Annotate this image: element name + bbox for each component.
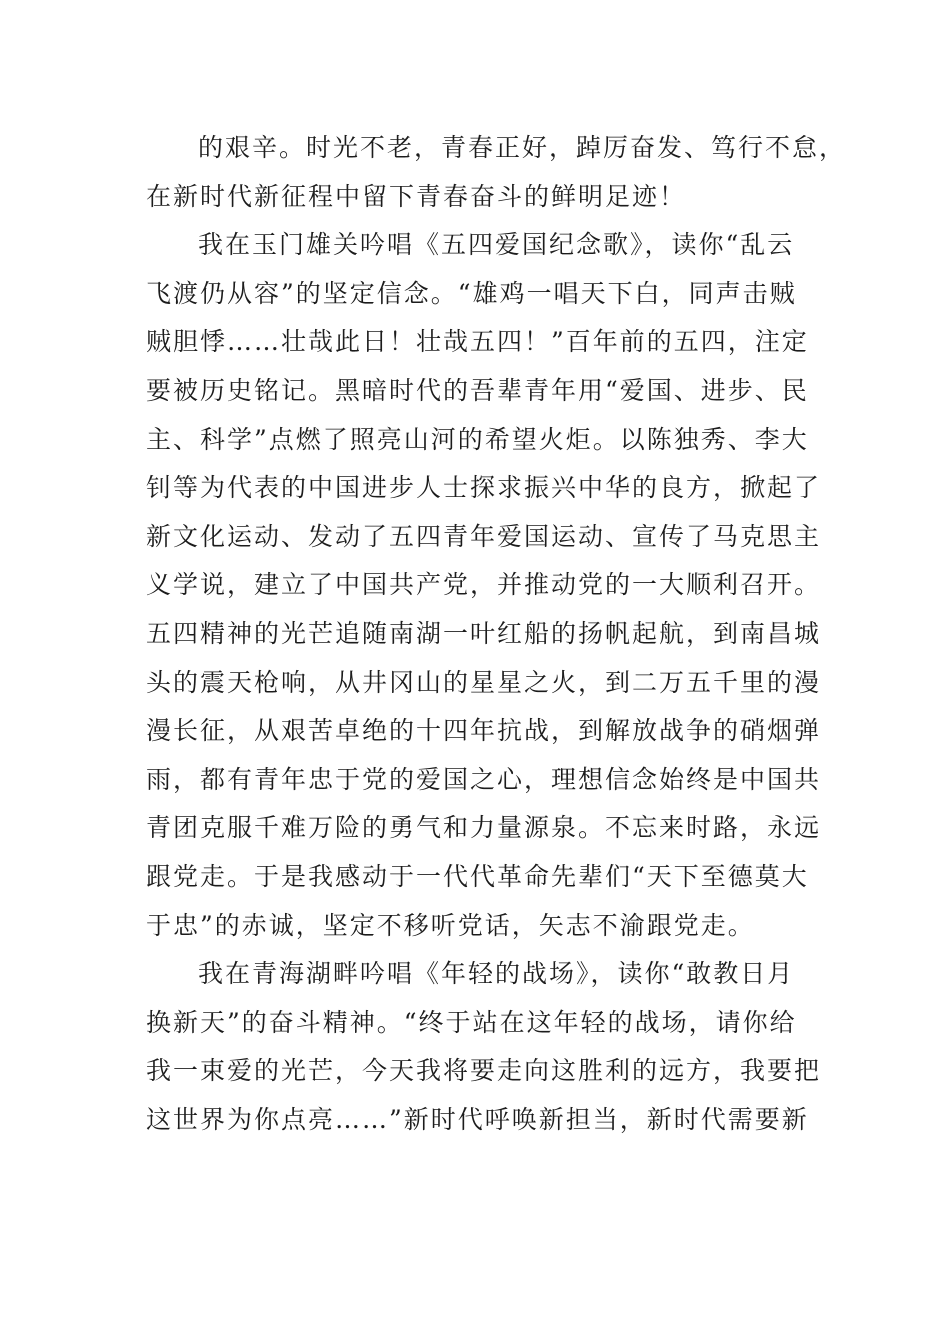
paragraph-continuation xyxy=(146,124,847,221)
text-line: 换新天”的奋斗精神。“终于站在这年轻的战场，请你给 xyxy=(146,1007,797,1037)
text-line: 钊等为代表的中国进步人士探求振兴中华的良方，掀起了 xyxy=(146,473,822,503)
text-line: 在新时代新征程中留下青春奋斗的鲜明足迹！ xyxy=(146,181,687,211)
text-line: 新文化运动、发动了五四青年爱国运动、宣传了马克思主 xyxy=(146,521,822,551)
text-line: 跟党走。于是我感动于一代代革命先辈们“天下至德莫大 xyxy=(146,861,809,891)
text-line: 头的震天枪响，从井冈山的星星之火，到二万五千里的漫 xyxy=(146,667,822,697)
text-line: 漫长征，从艰苦卓绝的十四年抗战，到解放战争的硝烟弹 xyxy=(146,716,822,746)
body-text xyxy=(146,124,847,1144)
text-line: 飞渡仍从容”的坚定信念。“雄鸡一唱天下白，同声击贼 xyxy=(146,278,797,308)
text-line: 的艰辛。时光不老，青春正好，踔厉奋发、笃行不怠， xyxy=(198,133,847,162)
paragraph-qinghai xyxy=(146,950,822,1144)
text-line: 雨，都有青年忠于党的爱国之心，理想信念始终是中国共 xyxy=(146,764,822,794)
text-line: 要被历史铭记。黑暗时代的吾辈青年用“爱国、进步、民 xyxy=(146,375,809,405)
text-line: 我在玉门雄关吟唱《五四爱国纪念歌》，读你“乱云 xyxy=(198,230,795,260)
text-line: 我一束爱的光芒，今天我将要走向这胜利的远方，我要把 xyxy=(146,1056,822,1086)
text-line: 青团克服千难万险的勇气和力量源泉。不忘来时路，永远 xyxy=(146,813,822,843)
paragraph-yumen xyxy=(146,221,822,950)
text-line: 这世界为你点亮……”新时代呼唤新担当，新时代需要新 xyxy=(146,1104,809,1134)
text-line: 于忠”的赤诚，坚定不移听党话，矢志不渝跟党走。 xyxy=(146,910,755,940)
text-line: 主、科学”点燃了照亮山河的希望火炬。以陈独秀、李大 xyxy=(146,424,809,454)
text-line: 我在青海湖畔吟唱《年轻的战场》，读你“敢教日月 xyxy=(198,959,795,989)
text-line: 五四精神的光芒追随南湖一叶红船的扬帆起航，到南昌城 xyxy=(146,618,822,648)
text-line: 义学说，建立了中国共产党，并推动党的一大顺利召开。 xyxy=(146,570,822,600)
text-line: 贼胆悸……壮哉此日！壮哉五四！”百年前的五四，注定 xyxy=(146,327,809,357)
